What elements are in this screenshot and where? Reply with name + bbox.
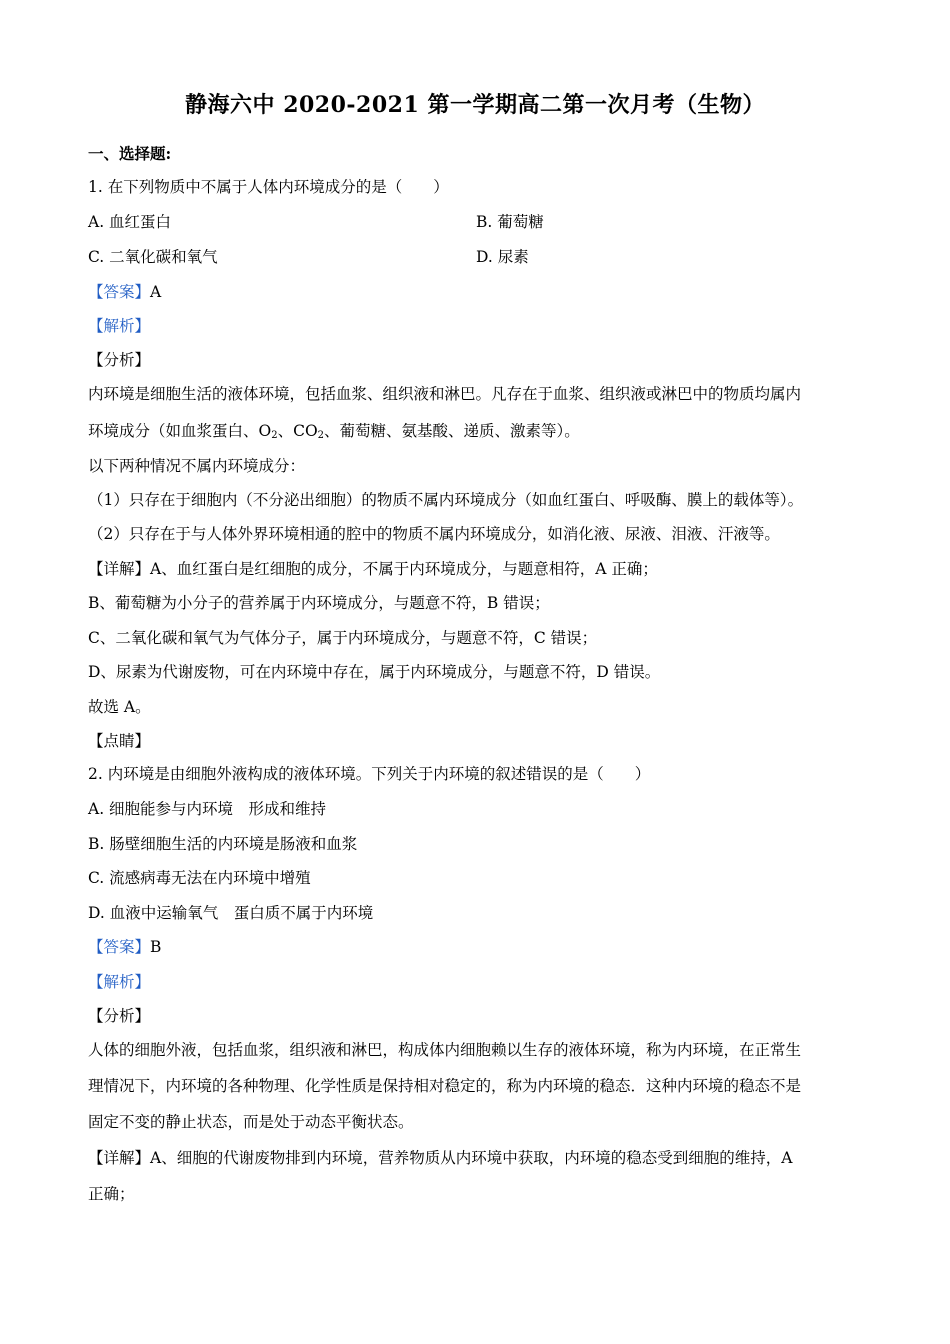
q2-xiangjie-line: 【详解】A、细胞的代谢废物排到内环境，营养物质从内环境中获取，内环境的稳态受到细胞的维持，A: [88, 1149, 793, 1167]
q2-option-a: A. 细胞能参与内环境 形成和维持: [88, 800, 327, 818]
q1-answer: [88, 281, 161, 303]
q1-option-d: D. 尿素: [476, 248, 529, 266]
q2-fenxi-line: 固定不变的静止状态，而是处于动态平衡状态。: [88, 1113, 414, 1131]
q2-fenxi-line: 理情况下，内环境的各种物理、化学性质是保持相对稳定的，称为内环境的稳态．这种内环境的稳态不是: [88, 1077, 802, 1095]
subscript: 2: [271, 430, 278, 441]
q2-jiexi-tag: 【解析】: [88, 973, 151, 991]
q1-xiangjie-line: D、尿素为代谢废物，可在内环境中存在，属于内环境成分，与题意不符，D 错误。: [88, 663, 661, 681]
q2-answer: [88, 936, 161, 958]
q1-jiexi-tag: 【解析】: [88, 317, 151, 335]
q2-option-b: B. 肠壁细胞生活的内环境是肠液和血浆: [88, 835, 358, 853]
q1-fenxi-line: [88, 420, 580, 447]
q1-xiangjie-line: 【详解】A、血红蛋白是红细胞的成分，不属于内环境成分，与题意相符，A 正确；: [88, 560, 658, 578]
q2-fenxi-tag: 【分析】: [88, 1007, 151, 1025]
q1-option-b: B. 葡萄糖: [476, 213, 544, 231]
text-span: 、CO: [277, 422, 318, 440]
q1-dianjing-tag: 【点睛】: [88, 732, 151, 750]
q2-option-d: D. 血液中运输氧气 蛋白质不属于内环境: [88, 904, 374, 922]
q1-stem: 1. 在下列物质中不属于人体内环境成分的是（ ）: [88, 178, 449, 196]
q1-option-c: C. 二氧化碳和氧气: [88, 248, 218, 266]
q2-fenxi-line: 人体的细胞外液，包括血浆，组织液和淋巴，构成体内细胞赖以生存的液体环境，称为内环境，在正常生: [88, 1041, 802, 1059]
q1-xiangjie-line: C、二氧化碳和氧气为气体分子，属于内环境成分，与题意不符，C 错误；: [88, 629, 598, 647]
q2-xiangjie-line: 正确；: [88, 1185, 135, 1203]
answer-tag: 【答案】: [88, 283, 151, 301]
text-span: 、葡萄糖、氨基酸、递质、激素等）。: [324, 422, 580, 440]
q2-stem: 2. 内环境是由细胞外液构成的液体环境。下列关于内环境的叙述错误的是（ ）: [88, 765, 651, 783]
q1-fenxi-line: （1）只存在于细胞内（不分泌出细胞）的物质不属内环境成分（如血红蛋白、呼吸酶、膜上的载体等）。: [88, 491, 804, 509]
section-heading: 一、选择题:: [88, 144, 172, 163]
q1-fenxi-line: 以下两种情况不属内环境成分：: [88, 457, 306, 475]
answer-tag: 【答案】: [88, 938, 151, 956]
q1-conclusion: 故选 A。: [88, 698, 151, 716]
answer-value: A: [150, 283, 162, 301]
q1-fenxi-tag: 【分析】: [88, 351, 151, 369]
q1-xiangjie-line: B、葡萄糖为小分子的营养属于内环境成分，与题意不符，B 错误；: [88, 594, 550, 612]
q1-option-a: A. 血红蛋白: [88, 213, 172, 231]
q1-fenxi-line: 内环境是细胞生活的液体环境，包括血浆、组织液和淋巴。凡存在于血浆、组织液或淋巴中的物质均属内: [88, 385, 802, 403]
answer-value: B: [150, 938, 162, 956]
subscript: 2: [317, 430, 325, 441]
page-title: 静海六中 2020-2021 第一学期高二第一次月考（生物）: [185, 92, 765, 118]
q2-option-c: C. 流感病毒无法在内环境中增殖: [88, 869, 311, 887]
text-span: 环境成分（如血浆蛋白、O: [88, 422, 272, 440]
q1-fenxi-line: （2）只存在于与人体外界环境相通的腔中的物质不属内环境成分，如消化液、尿液、泪液、汗液等。: [88, 525, 780, 543]
